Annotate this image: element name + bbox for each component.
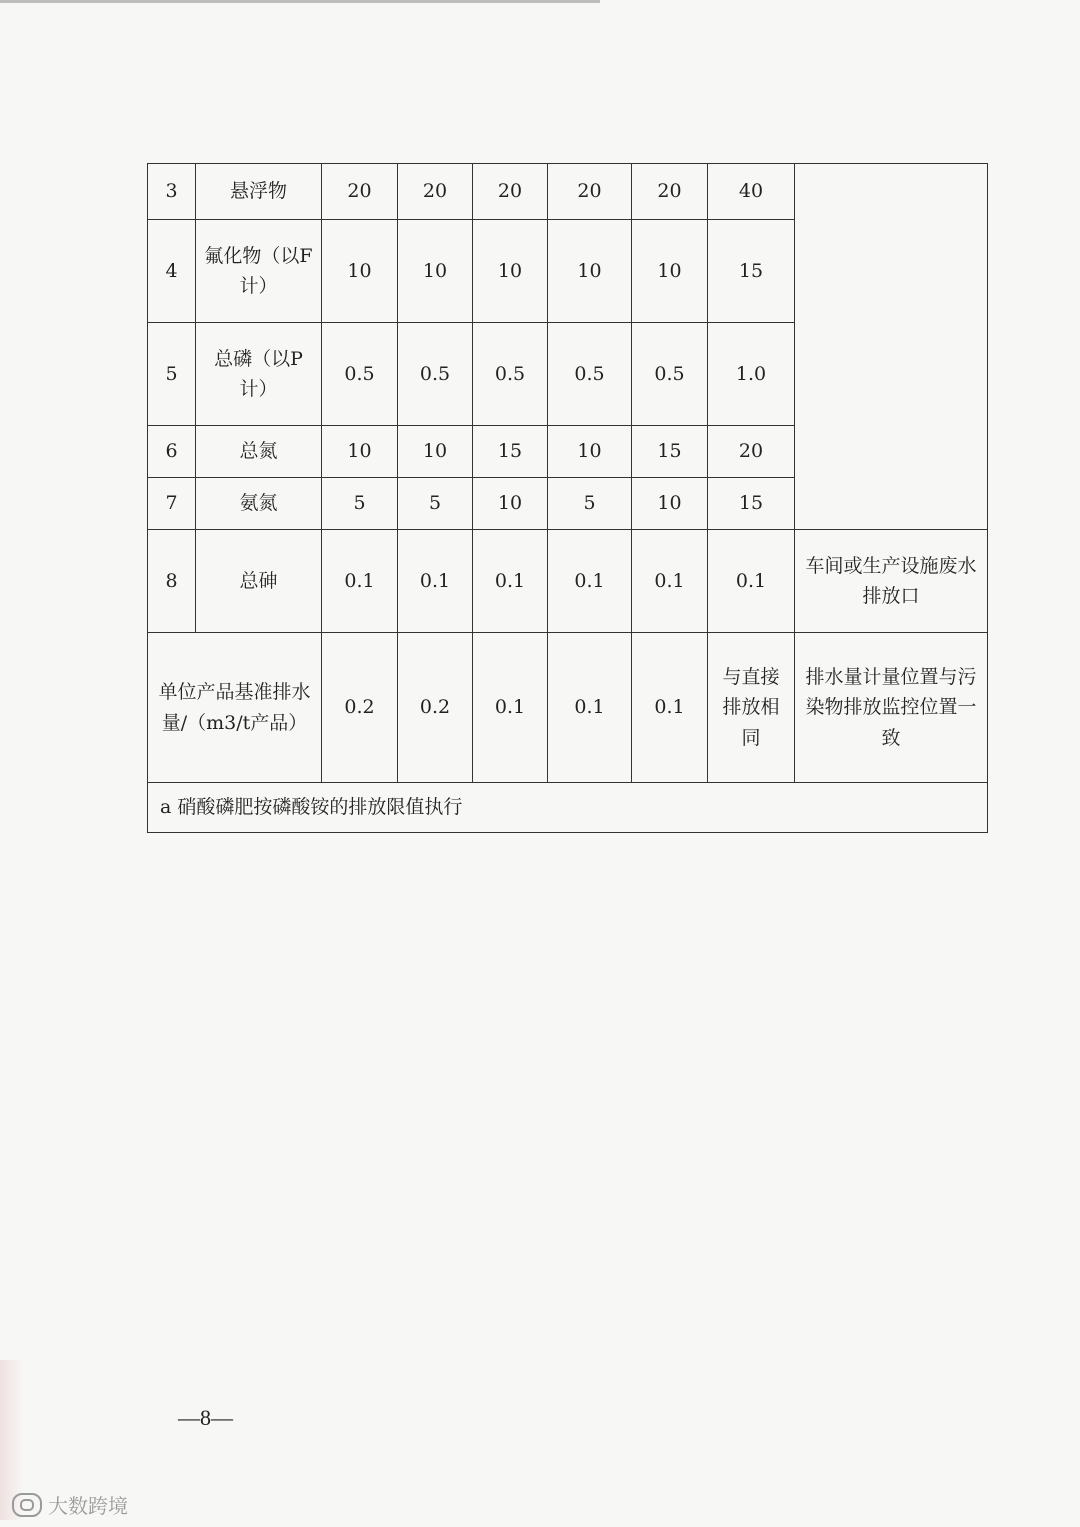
page-number: —8—	[178, 1405, 233, 1430]
limit-value: 20	[548, 164, 632, 220]
row-number: 6	[148, 426, 196, 478]
drainage-value: 0.1	[473, 633, 548, 783]
limit-value: 20	[708, 426, 795, 478]
limit-value: 20	[322, 164, 398, 220]
limit-value: 0.1	[632, 530, 708, 633]
row-number: 8	[148, 530, 196, 633]
monitoring-location-blank	[795, 164, 988, 530]
pollutant-name: 总砷	[196, 530, 322, 633]
limit-value: 10	[473, 220, 548, 323]
drainage-label: 单位产品基准排水量/（m3/t产品）	[148, 633, 322, 783]
limit-value: 10	[398, 426, 473, 478]
limit-value: 10	[632, 478, 708, 530]
watermark-logo-icon	[12, 1493, 42, 1517]
pollutant-name: 悬浮物	[196, 164, 322, 220]
limit-value: 15	[632, 426, 708, 478]
limit-value: 0.1	[473, 530, 548, 633]
drainage-value: 与直接排放相同	[708, 633, 795, 783]
limit-value: 10	[548, 220, 632, 323]
limit-value: 0.1	[322, 530, 398, 633]
pollutant-name: 总磷（以P计）	[196, 323, 322, 426]
row-number: 4	[148, 220, 196, 323]
watermark	[12, 1490, 128, 1519]
limit-value: 0.1	[548, 530, 632, 633]
pollutant-name: 总氮	[196, 426, 322, 478]
limit-value: 20	[632, 164, 708, 220]
limit-value: 40	[708, 164, 795, 220]
row-number: 3	[148, 164, 196, 220]
limit-value: 10	[473, 478, 548, 530]
limit-value: 5	[398, 478, 473, 530]
limit-value: 0.1	[708, 530, 795, 633]
limit-value: 0.5	[398, 323, 473, 426]
limit-value: 10	[398, 220, 473, 323]
drainage-value: 0.1	[548, 633, 632, 783]
limit-value: 5	[548, 478, 632, 530]
table-footnote: a 硝酸磷肥按磷酸铵的排放限值执行	[148, 783, 988, 833]
drainage-value: 0.2	[322, 633, 398, 783]
watermark-text: 大数跨境	[48, 1494, 128, 1518]
limit-value: 10	[632, 220, 708, 323]
limit-value: 0.5	[473, 323, 548, 426]
limit-value: 0.1	[398, 530, 473, 633]
discharge-limits-table	[147, 163, 988, 833]
table-row	[148, 530, 988, 633]
limit-value: 1.0	[708, 323, 795, 426]
limit-value: 20	[398, 164, 473, 220]
limit-value: 0.5	[548, 323, 632, 426]
drainage-location: 排水量计量位置与污染物排放监控位置一致	[795, 633, 988, 783]
monitoring-location: 车间或生产设施废水排放口	[795, 530, 988, 633]
limit-value: 0.5	[322, 323, 398, 426]
limit-value: 10	[322, 426, 398, 478]
limit-value: 10	[322, 220, 398, 323]
limit-value: 5	[322, 478, 398, 530]
limit-value: 0.5	[632, 323, 708, 426]
table-row	[148, 164, 988, 220]
limit-value: 15	[708, 220, 795, 323]
limit-value: 15	[473, 426, 548, 478]
drainage-value: 0.2	[398, 633, 473, 783]
row-number: 7	[148, 478, 196, 530]
table-row-drainage	[148, 633, 988, 783]
scan-top-edge	[0, 0, 600, 3]
drainage-value: 0.1	[632, 633, 708, 783]
pollutant-name: 氨氮	[196, 478, 322, 530]
limit-value: 20	[473, 164, 548, 220]
table-row-note	[148, 783, 988, 833]
row-number: 5	[148, 323, 196, 426]
pollutant-name: 氟化物（以F计）	[196, 220, 322, 323]
limit-value: 10	[548, 426, 632, 478]
limit-value: 15	[708, 478, 795, 530]
